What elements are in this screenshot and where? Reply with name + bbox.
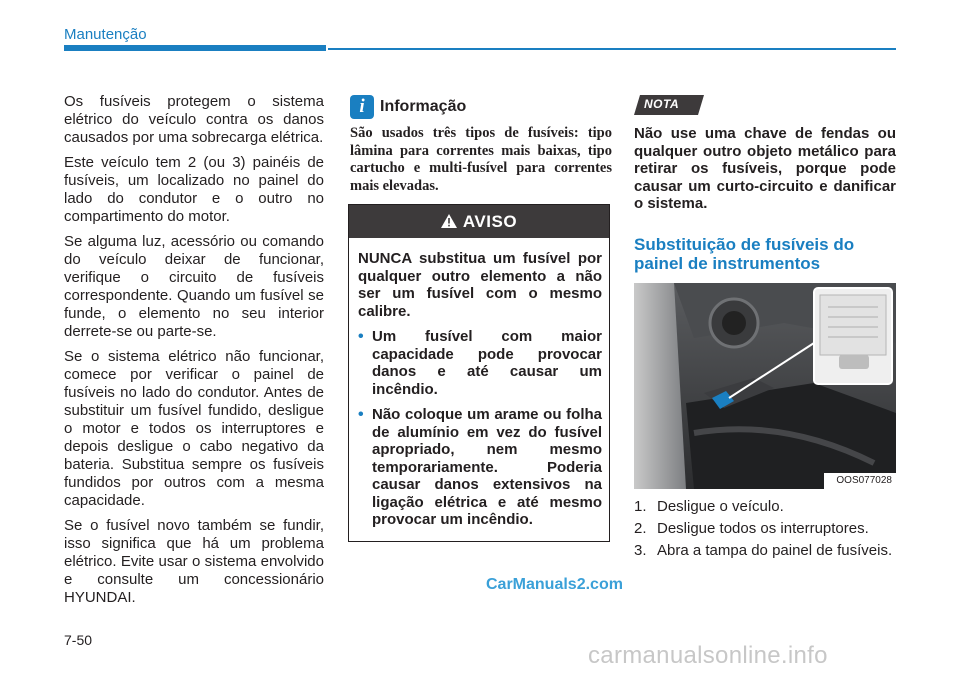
list-item [634, 542, 896, 560]
warning-body [349, 238, 609, 529]
bullet-text: Um fusível com maior capacidade pode provocar danos e até causar um incêndio. [372, 328, 602, 398]
warning-bullet [358, 328, 602, 398]
bullet-dot-icon: • [358, 328, 364, 345]
info-title: Informação [380, 98, 467, 115]
warning-title: AVISO [462, 212, 518, 231]
step-text: Desligue todos os interruptores. [657, 520, 869, 537]
watermark-link[interactable]: CarManuals2.com [486, 576, 623, 593]
bullet-text: Não coloque um arame ou folha de alumínio em vez do fusível apropriado, nem mesmo temporariamente. Poderia causar danos extensivos na ligação elétrica e até mesmo provocar um incêndio. [372, 406, 602, 528]
fuse-panel-illustration [634, 283, 896, 489]
step-text: Desligue o veículo. [657, 498, 784, 515]
image-code: OOS077028 [836, 475, 892, 486]
intro-column [64, 93, 324, 614]
page-number: 7-50 [64, 632, 93, 648]
steps-list [634, 498, 896, 564]
warning-intro: NUNCA substitua um fusível por qualquer outro elemento a não ser um fusível com o mesmo calibre. [358, 250, 602, 320]
step-number: 2. [634, 520, 647, 537]
bullet-dot-icon: • [358, 406, 364, 423]
warning-box [348, 204, 610, 542]
paragraph: Se alguma luz, acessório ou comando do veículo deixar de funcionar, verifique o circuito de fusíveis correspondente. Quando um fusível se funde, o elemento no seu interior derrete-se ou parte-se. [64, 233, 324, 340]
info-text: São usados três tipos de fusíveis: tipo lâmina para correntes mais baixas, tipo cartucho e multi-fusível para correntes mais elevadas. [350, 125, 612, 194]
step-number: 1. [634, 498, 647, 515]
warning-bullet [358, 406, 602, 529]
list-item [634, 498, 896, 516]
note-badge [634, 95, 704, 115]
note-label: NOTA [644, 97, 680, 111]
paragraph: Se o sistema elétrico não funcionar, comece por verificar o painel de fusíveis no lado do condutor. Antes de substituir um fusível fundido, desligue o motor e todos os interruptores e depois desligue o cabo negativo da bateria. Substitua sempre os fusíveis fundidos por outros com a mesma capacidade. [64, 348, 324, 509]
paragraph: Se o fusível novo também se fundir, isso significa que há um problema elétrico. Evite usar o sistema envolvido e consulte um concessionário HYUNDAI. [64, 517, 324, 606]
header-rule-thin [328, 48, 896, 50]
step-number: 3. [634, 542, 647, 559]
paragraph: Este veículo tem 2 (ou 3) painéis de fusíveis, um localizado no painel do lado do condutor e o outro no compartimento do motor. [64, 154, 324, 225]
info-icon: i [350, 95, 374, 119]
warning-header [349, 205, 609, 238]
warning-triangle-icon [441, 206, 457, 239]
subsection-title: Substituição de fusíveis do painel de instrumentos [634, 235, 855, 273]
step-text: Abra a tampa do painel de fusíveis. [657, 542, 893, 559]
paragraph: Os fusíveis protegem o sistema elétrico do veículo contra os danos causados por uma sobrecarga elétrica. [64, 93, 324, 146]
fuse-panel-photo [634, 283, 896, 489]
note-text: Não use uma chave de fendas ou qualquer outro objeto metálico para retirar os fusíveis, porque pode causar um curto-circuito e danificar o sistema. [634, 125, 896, 212]
section-title: Manutenção [64, 26, 147, 43]
watermark-link[interactable]: carmanualsonline.info [588, 642, 828, 669]
header-rule-thick [64, 45, 326, 51]
list-item [634, 520, 896, 538]
